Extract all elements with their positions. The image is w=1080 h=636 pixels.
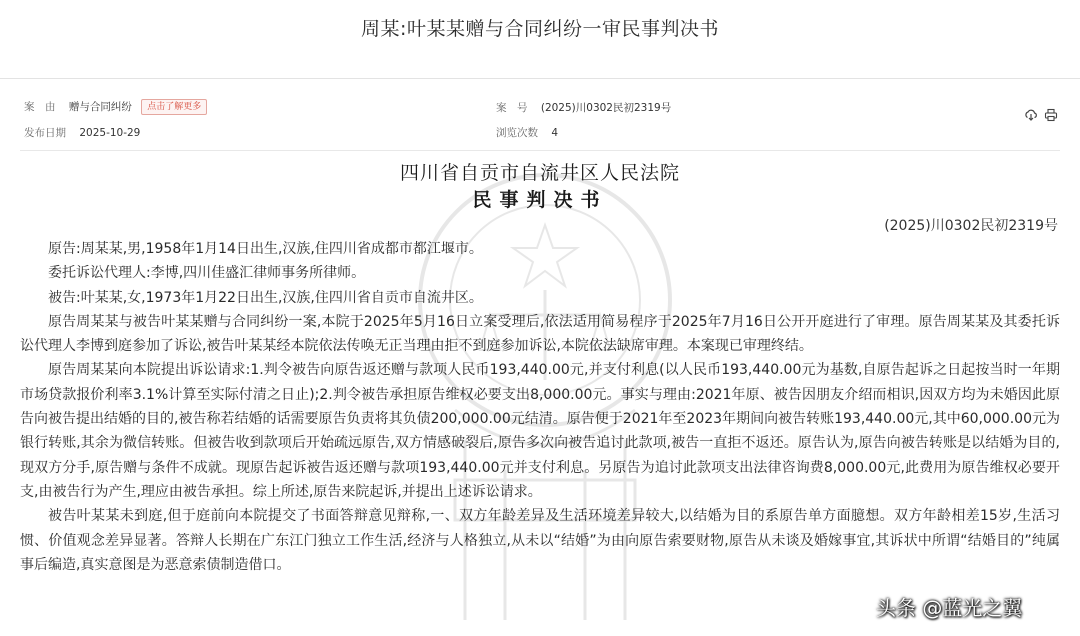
published-row [24,125,140,140]
cause-value: 赠与合同纠纷 [68,101,132,113]
more-info-badge[interactable]: 点击了解更多 [141,99,207,115]
paragraph-agent: 委托诉讼代理人:李博,四川佳盛汇律师事务所律师。 [48,265,366,282]
case-no-label: 案 号 [496,102,528,114]
case-number: (2025)川0302民初2319号 [884,218,1058,234]
judgment-body [20,237,1060,577]
published-label: 发布日期 [24,127,66,139]
cause-label: 案 由 [24,101,56,113]
source-watermark: 头条 @蓝光之翼 [876,596,1023,620]
toolbar [1024,108,1058,122]
court-name: 四川省自贡市自流井区人民法院 [399,162,680,184]
paragraph-defendant: 被告:叶某某,女,1973年1月22日出生,汉族,住四川省自贡市自流井区。 [48,289,483,306]
document-title: 民事判决书 [472,189,608,211]
case-no-row [496,100,671,115]
page-title: 周某:叶某某赠与合同纠纷一审民事判决书 [361,18,719,40]
paragraph-defense: 被告叶某某未到庭,但于庭前向本院提交了书面答辩意见辩称,一、双方年龄差异及生活环境差异较大,以结婚为目的系原告单方面臆想。双方年龄相差15岁,生活习惯、价值观念差异显著。答辩人长期在广东江门独立工作生活,经济与人格独立,从未以“结婚”为由向原告索要财物,原告从未谈及婚嫁事宜,其诉状中所谓“结婚目的”纯属事后编造,真实意图是为恶意索债制造借口。 [20,508,1060,573]
published-value: 2025-10-29 [79,127,141,139]
paragraph-claims: 原告周某某向本院提出诉讼请求:1.判令被告向原告返还赠与款项人民币193,440.00元,并支付利息(以人民币193,440.00元为基数,自原告起诉之日起按当时一年期市场贷款报价利率3.1%计算至实际付清之日止);2.判令被告承担原告维权必要支出8,000.00元。事实与理由:2021年原、被告因朋友介绍而相识,因双方均为未婚因此原告向被告提出结婚的目的,被告称若结婚的话需要原告负责将其负债200,000.00元结清。原告便于2021年至2023年期间向被告转账193,440.00元,其中60,000.00元为银行转账,其余为微信转账。但被告收到款项后开始疏远原告,双方情感破裂后,原告多次向被告追讨此款项,被告一直拒不返还。原告认为,原告向被告转账是以结婚为目的,现双方分手,原告赠与条件不成就。现原告起诉被告返还赠与款项193,440.00元并支付利息。另原告为追讨此款项支出法律咨询费8,000.00元,此费用为原告维权必要开支,由被告行为产生,理应由被告承担。综上所述,原告来院起诉,并提出上述诉讼请求。 [20,362,1060,500]
views-row [496,125,558,140]
header-divider [0,78,1080,79]
download-icon[interactable] [1024,108,1038,122]
views-label: 浏览次数 [496,127,538,139]
views-value: 4 [551,127,559,139]
print-icon[interactable] [1044,108,1058,122]
cause-row [24,99,207,115]
case-no-value: (2025)川0302民初2319号 [540,102,672,114]
paragraph-procedure: 原告周某某与被告叶某某赠与合同纠纷一案,本院于2025年5月16日立案受理后,依法适用简易程序于2025年7月16日公开开庭进行了审理。原告周某某及其委托诉讼代理人李博到庭参加了诉讼,被告叶某某经本院依法传唤无正当理由拒不到庭参加诉讼,本院依法缺席审理。本案现已审理终结。 [20,313,1060,355]
paragraph-plaintiff: 原告:周某某,男,1958年1月14日出生,汉族,住四川省成都市都江堰市。 [48,241,483,257]
